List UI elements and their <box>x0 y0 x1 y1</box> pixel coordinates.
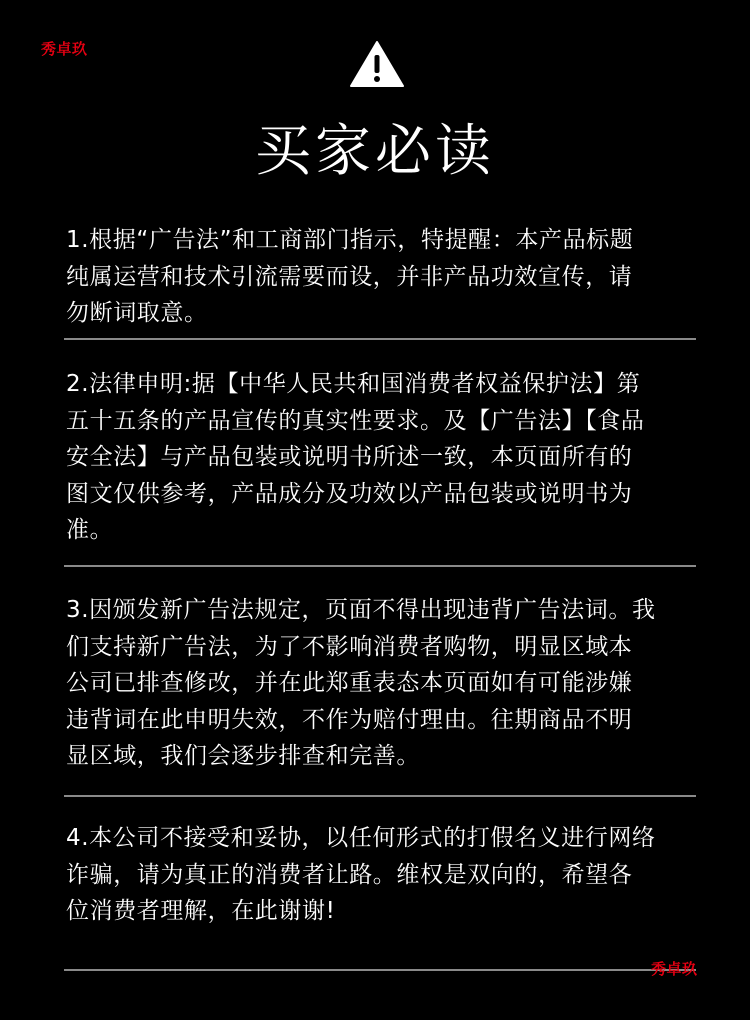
notice-section-3: 3.因颁发新广告法规定，页面不得出现违背广告法词。我 们支持新广告法，为了不影响消费者购物，明显区域本 公司已排查修改，并在此郑重表态本页面如有可能涉嫌 违背词在此申明失效，不作为赔付理由。往期商品不明 显区域，我们会逐步排查和完善。 <box>66 597 656 769</box>
notice-section-2: 2.法律申明:据【中华人民共和国消费者权益保护法】第 五十五条的产品宣传的真实性要求。及【广告法】【食品 安全法】与产品包装或说明书所述一致，本页面所有的 图文仅供参考，产品成分及功效以产品包装或说明书为 准。 <box>66 371 645 543</box>
divider <box>64 338 696 340</box>
warning-icon <box>349 40 405 88</box>
page-title: 买家必读 <box>255 119 495 184</box>
notice-section-1: 1.根据“广告法”和工商部门指示，特提醒：本产品标题 纯属运营和技术引流需要而设，并非产品功效宣传，请 勿断词取意。 <box>66 227 634 326</box>
divider <box>64 565 696 567</box>
watermark-top: 秀卓玖 <box>41 40 88 58</box>
notice-section-4: 4.本公司不接受和妥协，以任何形式的打假名义进行网络 诈骗，请为真正的消费者让路。维权是双向的，希望各 位消费者理解，在此谢谢! <box>66 825 656 924</box>
divider <box>64 969 696 971</box>
watermark-bottom: 秀卓玖 <box>651 960 698 978</box>
divider <box>64 795 696 797</box>
